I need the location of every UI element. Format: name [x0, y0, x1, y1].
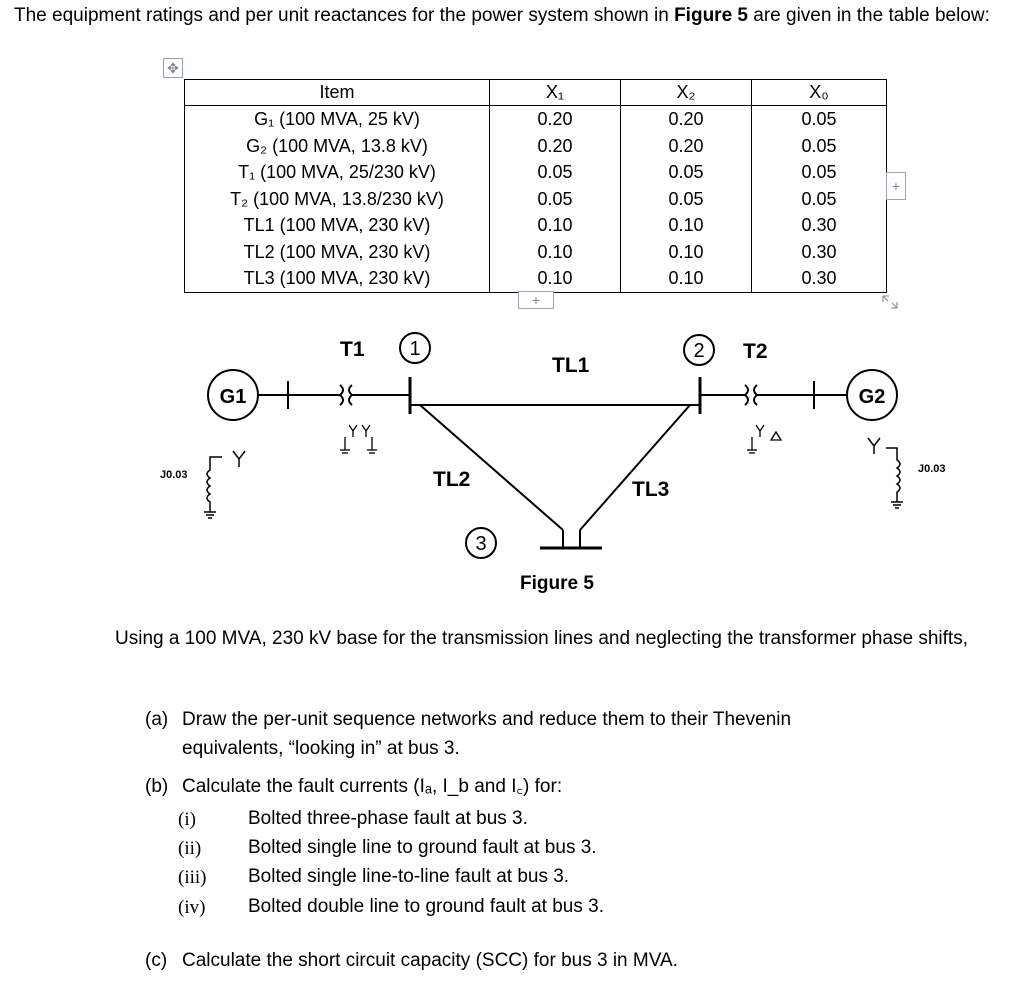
sub-item-text: Bolted single line to ground fault at bus 3.	[248, 837, 597, 858]
label-g2: G2	[858, 386, 886, 408]
question-c-text: Calculate the short circuit capacity (SCC) for bus 3 in MVA.	[182, 950, 678, 971]
intro-text-end: are given in the table below:	[747, 5, 990, 26]
cell-item: TL3 (100 MVA, 230 kV)	[185, 265, 490, 292]
t2-ground-icon	[747, 425, 781, 453]
label-tl1: TL1	[552, 354, 590, 377]
cell-x1: 0.05	[490, 159, 621, 186]
label-bus-3: 3	[475, 533, 487, 555]
add-column-button[interactable]: +	[886, 172, 906, 200]
sub-item-text: Bolted double line to ground fault at bus 3.	[248, 896, 604, 917]
header-x0: X₀	[752, 80, 887, 106]
sub-item-label: (i)	[178, 809, 196, 830]
cell-x1: 0.10	[490, 265, 621, 292]
t1-ground-icon	[340, 425, 377, 453]
label-g1-ground-impedance: J0.03	[160, 469, 188, 481]
header-x1: X₁	[490, 80, 621, 106]
figure-reference: Figure 5	[674, 5, 748, 26]
cell-x0: 0.30	[752, 265, 887, 292]
cell-x2: 0.05	[621, 186, 752, 213]
label-tl3: TL3	[632, 478, 670, 501]
cell-item: T₁ (100 MVA, 25/230 kV)	[185, 159, 490, 186]
label-tl2: TL2	[433, 468, 471, 491]
question-a-line2: equivalents, “looking in” at bus 3.	[182, 738, 460, 759]
sub-item-label: (iv)	[178, 897, 206, 918]
figure-caption: Figure 5	[520, 573, 594, 594]
cell-item: TL2 (100 MVA, 230 kV)	[185, 239, 490, 266]
cell-x2: 0.20	[621, 106, 752, 133]
cell-x1: 0.20	[490, 133, 621, 160]
cell-x1: 0.05	[490, 186, 621, 213]
transformer-t2-coil-icon	[745, 385, 748, 405]
question-a-line1: Draw the per-unit sequence networks and reduce them to their Thevenin	[182, 709, 792, 730]
cell-x0: 0.30	[752, 212, 887, 239]
cell-x1: 0.10	[490, 239, 621, 266]
intro-text-start: The equipment ratings and per unit reactances for the power system shown in	[14, 5, 675, 26]
cell-x0: 0.30	[752, 239, 887, 266]
cell-x0: 0.05	[752, 159, 887, 186]
label-t2: T2	[743, 340, 768, 363]
label-g2-ground-impedance: J0.03	[918, 463, 946, 475]
add-row-button[interactable]: +	[518, 291, 554, 309]
label-bus-2: 2	[693, 340, 705, 362]
cell-x0: 0.05	[752, 133, 887, 160]
label-bus-1: 1	[409, 338, 421, 360]
header-x2: X₂	[621, 80, 752, 106]
cell-item: TL1 (100 MVA, 230 kV)	[185, 212, 490, 239]
cell-item: G₁ (100 MVA, 25 kV)	[185, 106, 490, 133]
question-a-label: (a)	[145, 709, 169, 730]
label-t1: T1	[340, 338, 365, 361]
cell-x1: 0.10	[490, 212, 621, 239]
table-move-handle-icon[interactable]: ✥	[163, 58, 183, 78]
cell-x2: 0.10	[621, 212, 752, 239]
label-g1: G1	[219, 386, 247, 408]
transformer-t1-coil-icon	[340, 385, 343, 405]
line-tl3	[580, 405, 690, 530]
header-item: Item	[185, 80, 490, 106]
question-c-label: (c)	[145, 950, 168, 971]
sub-item-text: Bolted three-phase fault at bus 3.	[248, 808, 528, 829]
question-list	[145, 706, 1005, 976]
cell-item: T₂ (100 MVA, 13.8/230 kV)	[185, 186, 490, 213]
cell-x0: 0.05	[752, 106, 887, 133]
cell-x1: 0.20	[490, 106, 621, 133]
base-paragraph: Using a 100 MVA, 230 kV base for the transmission lines and neglecting the transformer phase shifts,	[115, 628, 968, 649]
cell-x2: 0.10	[621, 239, 752, 266]
sub-item-label: (iii)	[178, 867, 207, 888]
question-b-label: (b)	[145, 776, 169, 797]
cell-x2: 0.20	[621, 133, 752, 160]
question-b-text: Calculate the fault currents (Iₐ, I_b and I꜀) for:	[182, 776, 563, 797]
cell-x2: 0.10	[621, 265, 752, 292]
cell-item: G₂ (100 MVA, 13.8 kV)	[185, 133, 490, 160]
sub-item-label: (ii)	[178, 838, 202, 859]
sub-item-text: Bolted single line-to-line fault at bus 3.	[248, 866, 570, 887]
cell-x0: 0.05	[752, 186, 887, 213]
cell-x2: 0.05	[621, 159, 752, 186]
g1-ground-impedance-icon	[204, 451, 245, 518]
g2-ground-impedance-icon	[868, 438, 903, 508]
